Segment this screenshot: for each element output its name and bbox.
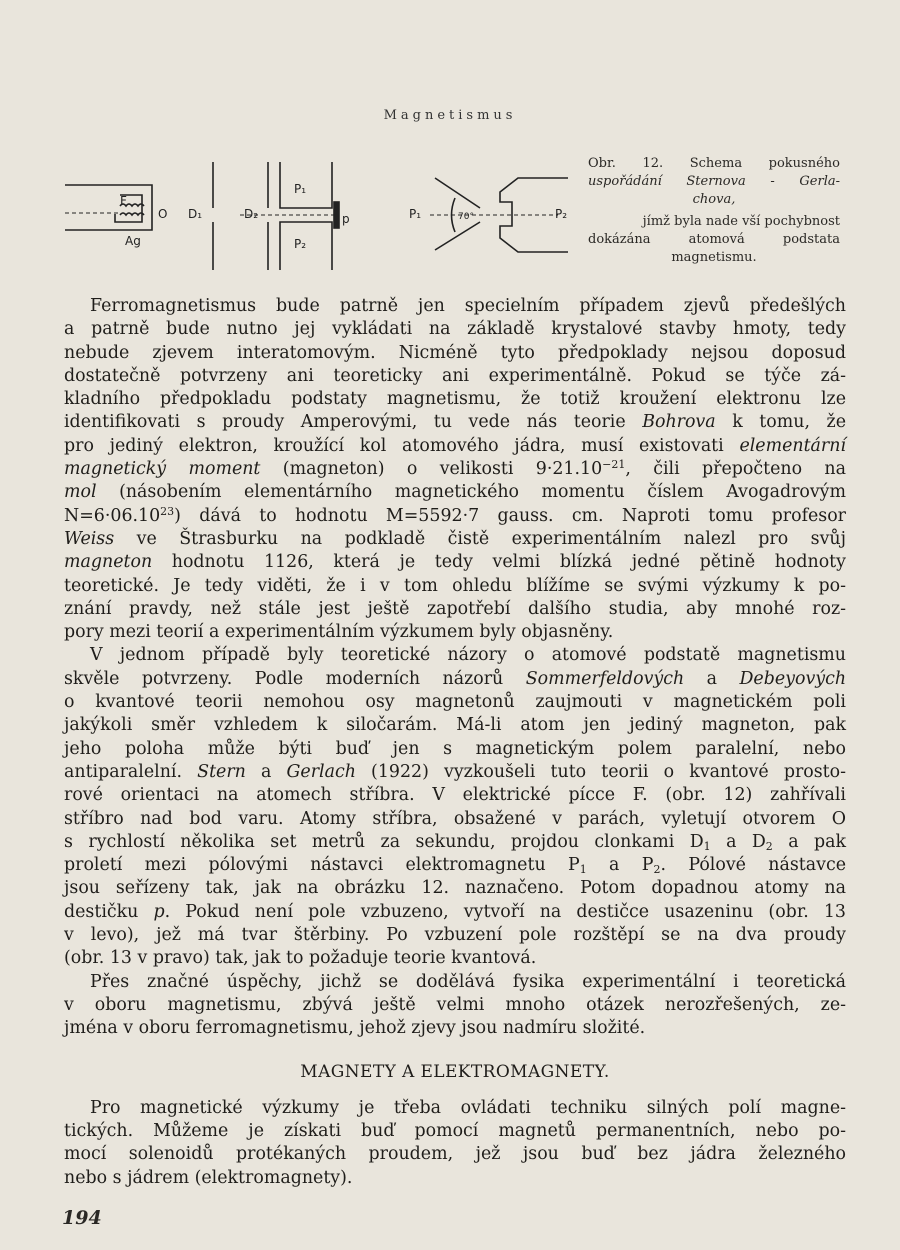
caption-line: uspořádání Sternova - Gerla- (588, 174, 840, 189)
pole-top-label: P₁ (294, 182, 307, 196)
pole-right-label: P₂ (555, 207, 568, 221)
text-line: znání pravdy, než stále jest ještě zapotřebí dalšího studia, aby mnohé roz- (64, 598, 846, 619)
text-line: kladního předpokladu podstaty magnetismu, že totiž kroužení elektronu lze (64, 389, 846, 410)
text-line: v levo), jež má tvar štěrbiny. Po vzbuzení pole rozštěpí se na dva proudy (64, 925, 846, 946)
text-line: mol (násobením elementárního magnetického momentu číslem Avogadrovým (64, 482, 846, 503)
text-line: pro jediný elektron, kroužící kol atomového jádra, musí existovati elementární (64, 435, 846, 456)
text-line: pory mezi teorií a experimentálním výzkumem byly objasněny. (64, 622, 614, 643)
page-number: 194 (62, 1207, 102, 1229)
text-line: tických. Můžeme je získati buď pomocí magnetů permanentních, nebo po- (64, 1121, 846, 1142)
text-line: magneton hodnotu 1126, která je tedy velmi blízká jedné pětině hodnoty (64, 552, 846, 573)
paragraph-magnets (64, 1097, 846, 1190)
oven-label: F (120, 194, 127, 208)
opening-label: O (158, 207, 168, 221)
caption-line: magnetismu. (671, 250, 757, 265)
text-line: proletí mezi pólovými nástavci elektromagnetu $P_1$ a $P_2$. Pólové nástavce (64, 855, 846, 877)
text-line: V jednom případě byly teoretické názory o atomové podstatě magnetismu (90, 645, 846, 666)
stern-gerlach-diagram (60, 150, 580, 280)
pole-left-label: P₁ (409, 207, 422, 221)
plate-label: p (342, 212, 350, 226)
text-line: Ferromagnetismus bude patrně jen specielním případem zjevů předešlých (90, 296, 846, 316)
text-line: jsou seřízeny tak, jak na obrázku 12. naznačeno. Potom dopadnou atomy na (64, 878, 846, 899)
pole-cross-section (430, 178, 568, 252)
text-line: skvěle potvrzeny. Podle moderních názorů Sommerfeldových a Debeyových (64, 668, 847, 689)
running-head: Magnetismus (383, 108, 517, 123)
figure-caption (588, 155, 840, 267)
text-line: antiparalelní. Stern a Gerlach (1922) vyzkoušeli tuto teorii o kvantové prosto- (64, 761, 847, 782)
paragraph-stern-gerlach (64, 644, 846, 970)
text-line: destičku p. Pokud není pole vzbuzeno, vytvoří na destičce usazeninu (obr. 13 (64, 901, 846, 922)
text-line: v oboru magnetismu, zbývá ještě velmi mnoho otázek nerozřešených, ze- (64, 994, 846, 1015)
slits-and-poles (213, 162, 339, 270)
text-line: Přes značné úspěchy, jichž se dodělává fysika experimentální i teoretická (90, 971, 846, 992)
text-line: jména v oboru ferromagnetismu, jehož zjevy jsou nadmíru složité. (64, 1018, 646, 1039)
caption-line: Obr. 12. Schema pokusného (588, 156, 840, 171)
caption-line: jímž byla nade vší pochybnost (642, 214, 840, 229)
slit1-label: D₁ (188, 207, 203, 221)
text-line: (obr. 13 v pravo) tak, jak to požaduje teorie kvantová. (64, 948, 537, 969)
paragraph-open-questions (64, 971, 846, 1041)
caption-line: chova, (692, 192, 736, 207)
pole-bottom-label: P₂ (294, 237, 307, 251)
text-line: jeho poloha může býti buď jen s magnetickým polem paralelní, nebo (64, 738, 846, 759)
section-heading: MAGNETY A ELEKTROMAGNETY. (300, 1061, 610, 1082)
text-line: s rychlostí několika set metrů za sekundu, projdou clonkami $D_1$ a $D_2$ a pak (64, 831, 847, 853)
text-line: nebo s jádrem (elektromagnety). (64, 1167, 353, 1188)
caption-line: dokázána atomová podstata (588, 232, 840, 247)
body-text (64, 295, 846, 1190)
text-line: rové orientaci na atomech stříbra. V elektrické pícce F. (obr. 12) zahřívali (64, 785, 846, 806)
text-line: jakýkoli směr vzhledem k siločarám. Má-li atom jen jediný magneton, pak (64, 715, 846, 736)
text-line: a patrně bude nutno jej vykládati na základě krystalové stavby hmoty, tedy (64, 319, 846, 340)
angle-label: 70° (458, 212, 474, 222)
text-line: teoretické. Je tedy viděti, že i v tom ohledu blížíme se svými výzkumy k po- (64, 575, 846, 596)
text-line: nebude zjevem interatomovým. Nicméně tyto předpoklady nejsou doposud (64, 342, 846, 363)
text-line: $N=6\cdot 06.10^{23}$) dává to hodnotu M=5592·7 gauss. cm. Naproti tomu profesor (64, 504, 846, 526)
silver-label: Ag (125, 234, 141, 248)
slit2-label: D₂ (244, 207, 259, 221)
text-line: mocí solenoidů protékaných proudem, jež jsou buď bez jádra železného (64, 1144, 846, 1165)
text-line: o kvantové teorii nemohou osy magnetonů zaujmouti v magnetickém poli (64, 692, 846, 713)
text-line: identifikovati s proudy Amperovými, tu vede nás teorie Bohrova k tomu, že (64, 412, 846, 433)
text-line: magnetický moment (magneton) o velikosti $9\cdot 21.10^{-21}$, čili přepočteno na (64, 458, 846, 480)
oven-furnace (65, 185, 152, 230)
text-line: dostatečně potvrzeny ani teoreticky ani experimentálně. Pokud se týče zá- (64, 365, 846, 386)
text-line: Weiss ve Štrasburku na podkladě čistě experimentálním nalezl pro svůj (64, 528, 846, 549)
paragraph-ferromagnetism (64, 295, 846, 644)
text-line: Pro magnetické výzkumy je třeba ovládati techniku silných polí magne- (90, 1097, 846, 1118)
text-line: stříbro nad bod varu. Atomy stříbra, obsažené v parách, vyletují otvorem O (64, 808, 846, 829)
